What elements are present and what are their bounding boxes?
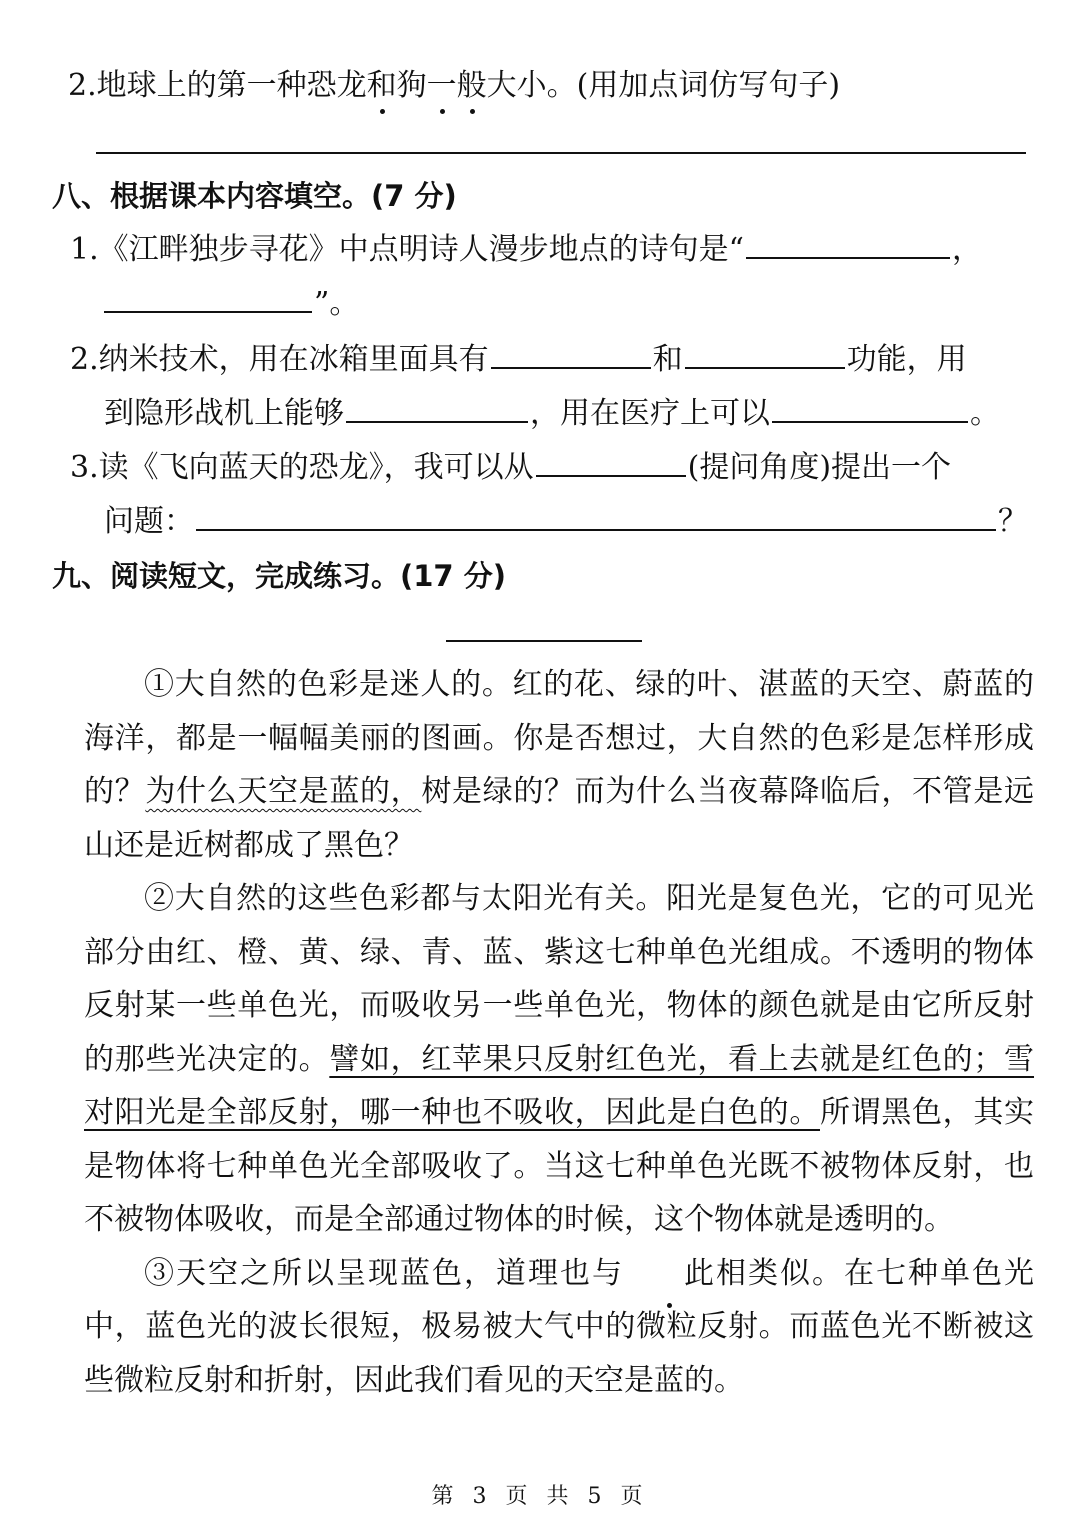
question-8-3-line2 (104, 502, 1028, 542)
answer-blank[interactable] (346, 395, 528, 423)
dotted-char: 此 (624, 1247, 714, 1301)
answer-line-q7-2[interactable] (96, 152, 1026, 154)
p2-text-b: 所谓黑色，其实是物体将七种单色光全部吸收了。当这七种单色光既不被物体反射，也不被物体吸收，而是全部通过物体的时候，这个物体就是透明的。 (84, 1095, 1035, 1237)
answer-blank[interactable] (536, 449, 686, 477)
reading-passage (84, 658, 1034, 1407)
question-8-1-line2 (102, 284, 359, 324)
underlined-text: 譬如，红苹果只反射红色光，看上去就是红色的；雪对阳光是全部反射，哪一种也不吸收，因此是白色的。 (84, 1041, 1035, 1130)
q7-2-prefix: 2.地球上的第一种恐龙 (68, 68, 367, 103)
answer-blank[interactable] (196, 503, 996, 531)
dotted-char: 和 (367, 66, 397, 106)
section-9-heading: 九、阅读短文，完成练习。(17 分) (52, 559, 506, 593)
q7-2-suffix: 大小。(用加点词仿写句子) (486, 68, 841, 103)
q7-2-mid: 狗 (396, 68, 427, 103)
answer-blank[interactable] (685, 341, 845, 369)
p3-text-a: ③天空之所以呈现蓝色，道理也与 (144, 1255, 624, 1291)
p1-text-b: 树是绿的？而为什么当夜幕降临后，不管是远山还是近树都成了黑色？ (84, 774, 1035, 863)
page-number: 第 3 页 共 5 页 (431, 1484, 649, 1509)
q8-3-text-d: ？ (998, 504, 1028, 539)
paragraph-1 (84, 658, 1034, 872)
question-7-2 (68, 66, 840, 106)
paragraph-2 (84, 872, 1034, 1247)
q8-1-end: ”。 (314, 286, 360, 321)
question-8-2-line2 (104, 394, 1000, 434)
q8-2-text-f: 。 (970, 396, 1000, 431)
q8-1-comma: ， (951, 232, 982, 267)
paragraph-3 (84, 1247, 1034, 1408)
q8-2-text-c: 功能，用 (846, 342, 967, 377)
question-8-3-line1 (70, 448, 951, 488)
question-8-1-line1 (70, 230, 982, 270)
p1-text-a: ①大自然的色彩是迷人的。红的花、绿的叶、湛蓝的天空、蔚蓝的海洋，都是一幅幅美丽的图画。你是否想过，大自然的色彩是怎样形成的？ (84, 667, 1034, 809)
dotted-char: 一 (427, 66, 457, 106)
q8-3-text-c: 问题： (104, 504, 194, 539)
q8-2-text-a: 2.纳米技术，用在冰箱里面具有 (70, 342, 489, 377)
title-blank-line[interactable] (446, 640, 642, 642)
question-8-2-line1 (70, 340, 967, 380)
q8-3-text-b: (提问角度)提出一个 (687, 450, 952, 485)
p3-text-b: 相类似。在七种单色光中，蓝色光的波长很短，极易被大气中的微粒反射。而蓝色光不断被这些微粒反射和折射，因此我们看见的天空是蓝的。 (84, 1255, 1034, 1398)
q8-1-text: 1.《江畔独步寻花》中点明诗人漫步地点的诗句是“ (70, 232, 744, 267)
p2-text-a: ②大自然的这些色彩都与太阳光有关。阳光是复色光，它的可见光部分由红、橙、黄、绿、青、蓝、紫这七种单色光组成。不透明的物体反射某一些单色光，而吸收另一些单色光，物体的颜色就是由它所反射的那些光决定的。 (84, 881, 1034, 1077)
answer-blank[interactable] (104, 285, 312, 313)
dotted-char: 般 (457, 66, 487, 106)
q8-2-text-d: 到隐形战机上能够 (104, 396, 344, 431)
q8-2-text-e: ，用在医疗上可以 (530, 396, 770, 431)
section-8-heading: 八、根据课本内容填空。(7 分) (52, 179, 457, 213)
wavy-underlined-text: 为什么天空是蓝的， (145, 774, 422, 809)
answer-blank[interactable] (746, 231, 950, 259)
answer-blank[interactable] (491, 341, 651, 369)
answer-blank[interactable] (772, 395, 968, 423)
q8-3-text-a: 3.读《飞向蓝天的恐龙》，我可以从 (70, 450, 534, 485)
q8-2-text-b: 和 (652, 342, 683, 377)
